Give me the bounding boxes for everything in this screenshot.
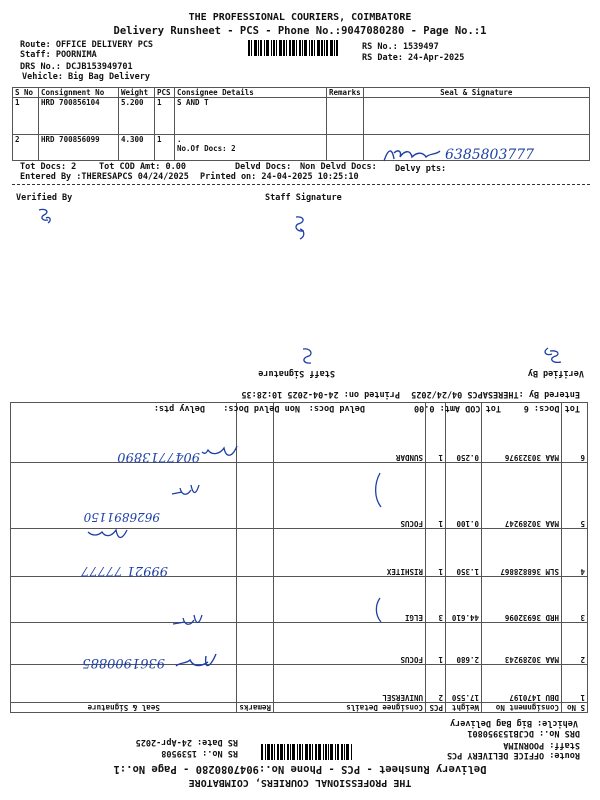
cell-sno: 6 [562,403,588,463]
cell-consignment: HRD 36932096 [482,577,562,623]
column-header: S No [562,703,588,713]
cell-consignment: HRD 700856104 [39,98,119,135]
staff-initials [292,214,310,242]
cell-pcs: 1 [426,623,446,665]
cell-pcs: 3 [426,577,446,623]
column-header: Remarks [237,703,274,713]
handwritten-phone: 99921 77777 [81,563,168,578]
cell-consignment: HRD 700856099 [39,135,119,161]
cell-consignee: FOCUS [274,463,426,529]
table-row [11,577,588,623]
cell-sno: 1 [13,98,39,135]
table-row [13,98,590,135]
cell-consignment: MAA 30289243 [482,623,562,665]
cell-remarks [237,623,274,665]
verifier-initials [538,346,564,366]
cell-consignee: RISHITEX [274,529,426,577]
delvd-docs: Delvd Docs: [235,162,292,172]
column-header: PCS [155,88,175,98]
column-header: PCS [426,703,446,713]
cell-pcs: 1 [155,98,175,135]
cell-weight: 0.250 [446,403,482,463]
rs-number: RS No.: 1539508 [161,748,238,758]
staff-signature-label: Staff Signature [265,193,342,203]
staff-label: Staff: POORNIMA [503,740,580,750]
route-label: Route: OFFICE DELIVERY PCS [446,750,580,760]
cell-consignee [175,135,327,161]
non-delvd-docs: Non Delvd Docs: [300,162,377,172]
column-header: Seal & Signature [11,703,237,713]
barcode [246,744,352,760]
vehicle-label: Vehicle: Big Bag Delivery [450,718,578,728]
runsheet-subtitle: Delivery Runsheet - PCS - Phone No.:9047080280 - Page No.:1 [113,25,487,37]
printed-on: Printed on: 24-04-2025 10:25:10 [200,172,359,182]
verified-by-label: Verified By [16,193,73,203]
cell-consignee: FOCUS [274,623,426,665]
column-header: Consignment No [482,703,562,713]
initials-mark [171,610,205,630]
cell-remarks [327,98,364,135]
cell-consignee: ELGI [274,577,426,623]
company-title: THE PROFESSIONAL COURIERS, COIMBATORE [188,777,412,788]
company-title: THE PROFESSIONAL COURIERS, COIMBATORE [188,12,412,23]
cell-consignment: MAA 30323976 [482,403,562,463]
handwritten-phone: 9361900885 [82,655,165,670]
handwritten-phone: 6385803777 [445,147,535,163]
cell-remarks [237,529,274,577]
cell-pcs: 1 [426,403,446,463]
verifier-initials [36,206,56,226]
verified-by-label: Verified By [527,368,584,378]
cell-sno: 2 [562,623,588,665]
runsheet-page-2-footer [0,340,600,400]
cell-remarks [327,135,364,161]
cell-pcs: 1 [426,463,446,529]
cell-consignment: DBU 1470197 [482,665,562,703]
delvd-docs: Delvd Docs: [308,403,365,413]
entered-by: Entered By :THERESAPCS 04/24/2025 [411,389,580,399]
staff-initials [295,344,315,366]
handwritten-phone: 9626891150 [83,510,160,524]
consignee-value: . [177,135,182,144]
column-header: Consignee Details [175,88,327,98]
cell-consignee: UNIVERSEL [274,665,426,703]
cell-sno: 4 [562,529,588,577]
cell-weight: 5.200 [119,98,155,135]
rs-date: RS Date: 24-Apr-2025 [135,737,238,747]
cell-weight: 0.100 [446,463,482,529]
cell-consignment: MAA 30289247 [482,463,562,529]
column-header: Weight [119,88,155,98]
cell-weight: 2.680 [446,623,482,665]
cell-weight: 1.350 [446,529,482,577]
delivery-signature [86,524,130,544]
initials-mark [170,480,202,500]
delvy-pts: Delvy pts: [153,403,205,413]
cell-sno: 3 [562,577,588,623]
no-of-docs: No.Of Docs: 2 [177,144,236,153]
barcode [248,40,354,56]
delvy-pts: Delvy pts: [395,164,447,174]
staff-label: Staff: POORNIMA [20,50,97,60]
vehicle-label: Vehicle: Big Bag Delivery [22,72,150,82]
cell-weight: 4.300 [119,135,155,161]
consignee-tick [371,470,385,510]
drs-number: DRS No.: DCJB153949701 [20,62,133,72]
column-header: Remarks [327,88,364,98]
column-header: Seal & Signature [363,88,589,98]
cell-remarks [237,463,274,529]
cell-sno: 5 [562,463,588,529]
runsheet-page-2 [0,400,600,800]
handwritten-phone: 9047713890 [117,449,200,464]
delivery-signature [174,646,220,674]
cell-pcs: 1 [155,135,175,161]
cell-seal [363,98,589,135]
table-header-row [11,703,588,713]
route-label: Route: OFFICE DELIVERY PCS [20,40,154,50]
cell-weight: 44.610 [446,577,482,623]
entered-by: Entered By :THERESAPCS 04/24/2025 [20,172,189,182]
table-header-row [13,88,590,98]
cell-weight: 17.550 [446,665,482,703]
column-header: Consignment No [39,88,119,98]
cell-consignee: S AND T [175,98,327,135]
rs-date: RS Date: 24-Apr-2025 [362,53,465,63]
cell-remarks [237,665,274,703]
delivery-signature [200,440,240,462]
staff-signature-label: Staff Signature [258,368,335,378]
drs-number: DRS No.: DCJB153950801 [467,728,580,738]
cell-consignment: SLM 368828867 [482,529,562,577]
tot-docs: Tot Docs: 6 [523,403,580,413]
table-row [11,665,588,703]
cell-remarks [237,577,274,623]
rs-number: RS No.: 1539497 [362,42,439,52]
runsheet-subtitle: Delivery Runsheet - PCS - Phone No.:9047080280 - Page No.:1 [113,763,487,775]
column-header: Weight [446,703,482,713]
tot-docs: Tot Docs: 2 [20,162,77,172]
column-header: S No [13,88,39,98]
cell-sno: 1 [562,665,588,703]
cell-consignee: SUNDAR [274,403,426,463]
tot-cod: Tot COD Amt: 0.00 [99,162,186,172]
cell-pcs: 1 [426,529,446,577]
tot-cod: Tot COD Amt: 0.00 [414,403,501,413]
printed-on: Printed on: 24-04-2025 10:28:35 [241,389,400,399]
column-header: Consignee Details [274,703,426,713]
consignee-tick [371,595,385,625]
non-delvd-docs: Non Delvd Docs: [223,403,300,413]
divider [12,184,590,185]
cell-pcs: 2 [426,665,446,703]
cell-sno: 2 [13,135,39,161]
